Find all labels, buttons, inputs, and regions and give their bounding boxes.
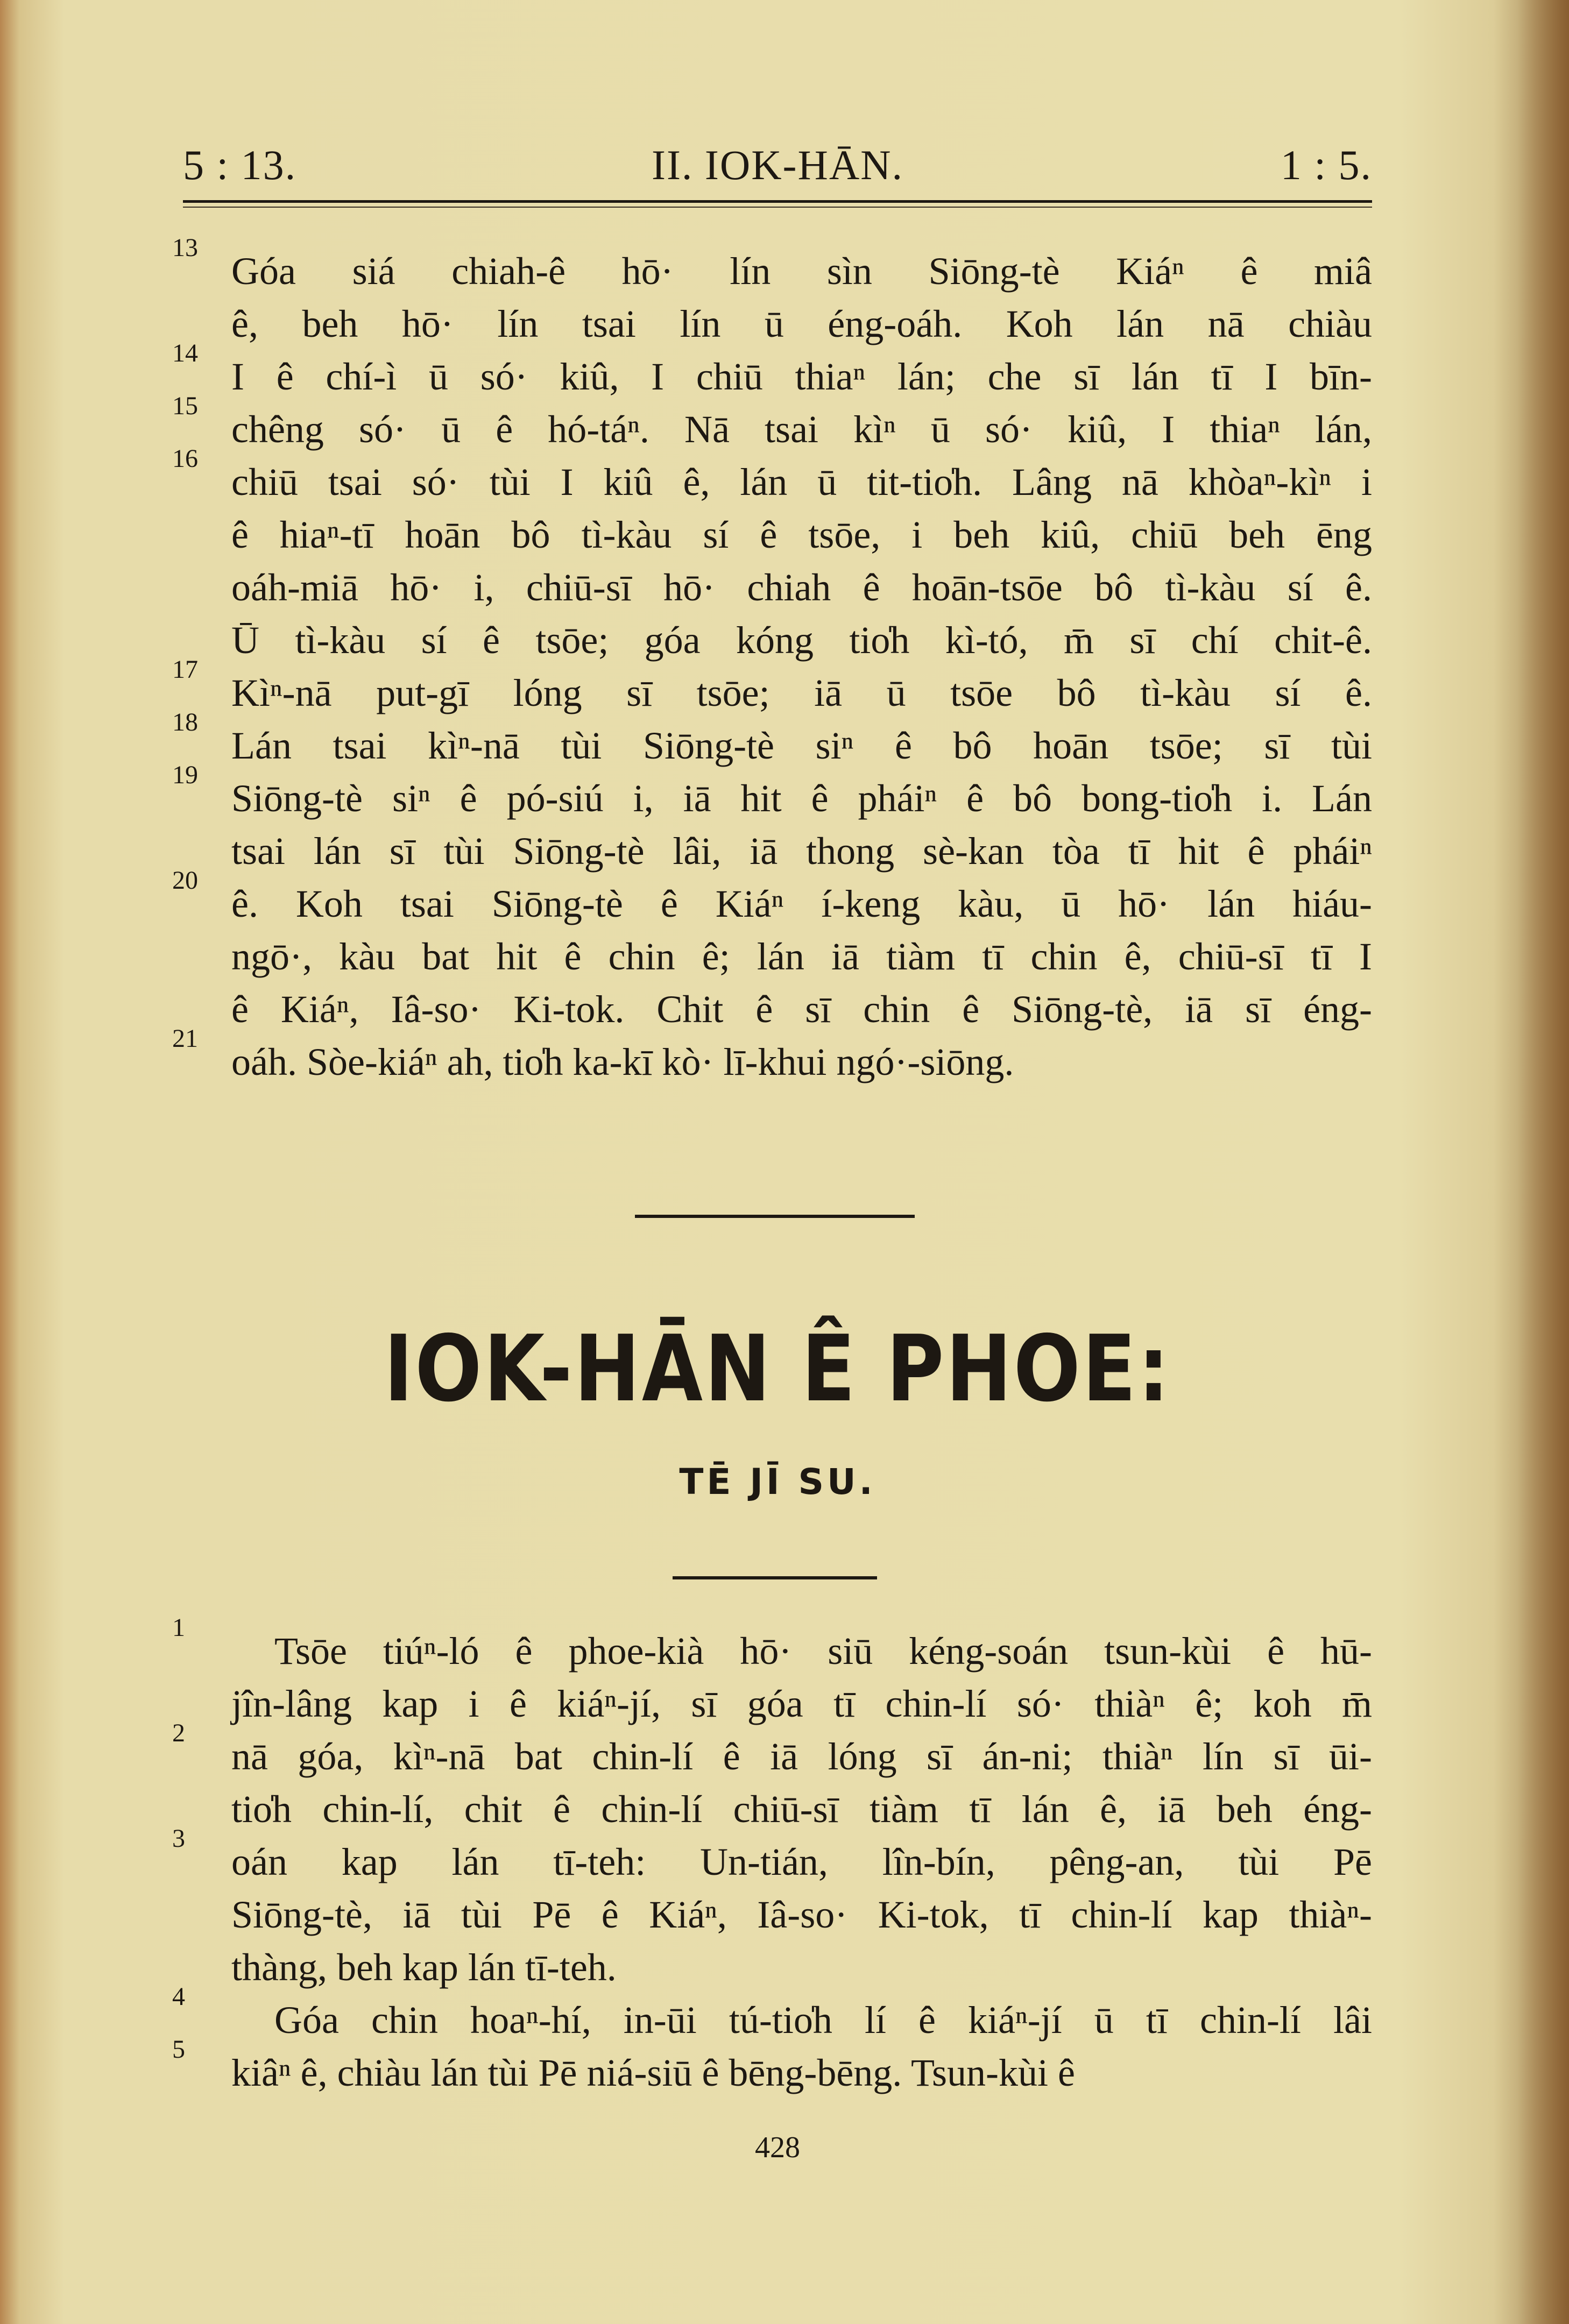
text-line — [172, 392, 1372, 456]
verse-number: 17 — [172, 655, 198, 684]
verse-text: chêng só· ū ê hó-táⁿ. Nā tsai kìⁿ ū só· kiû, I thiaⁿ lán, — [231, 408, 1372, 451]
section-title: IOK-HĀN Ê PHOE: — [384, 1316, 1171, 1422]
text-line — [183, 825, 1372, 877]
text-line — [172, 1613, 1372, 1677]
verse-number: 2 — [172, 1719, 185, 1747]
verse-number: 13 — [172, 233, 198, 262]
passage-top — [172, 233, 1372, 1088]
passage-bottom — [172, 1613, 1372, 2099]
verse-text: ê Kiáⁿ, Iâ-so· Ki-tok. Chit ê sī chin ê Siōng-tè, iā sī éng- — [231, 988, 1372, 1031]
page-number: 428 — [755, 2131, 800, 2164]
verse-text: Lán tsai kìⁿ-nā tùi Siōng-tè siⁿ ê bô hoān tsōe; sī tùi — [231, 724, 1372, 767]
running-head-book: II. IOK-HĀN. — [651, 141, 904, 188]
verse-number: 3 — [172, 1824, 185, 1853]
text-line — [172, 1719, 1372, 1783]
verse-text: Góa siá chiah-ê hō· lín sìn Siōng-tè Kiáⁿ ê miâ — [231, 250, 1372, 293]
text-line — [183, 508, 1372, 561]
verse-text: Siōng-tè, iā tùi Pē ê Kiáⁿ, Iâ-so· Ki-tok, tī chin-lí kap thiàⁿ- — [231, 1893, 1372, 1936]
text-line — [183, 1783, 1372, 1836]
verse-text: Tsōe tiúⁿ-ló ê phoe-kià hō· siū kéng-soán tsun-kùi ê hū- — [274, 1629, 1372, 1673]
text-line — [172, 233, 1372, 297]
verse-number: 20 — [172, 866, 198, 895]
text-line — [172, 655, 1372, 719]
verse-text: tsai lán sī tùi Siōng-tè lâi, iā thong sè-kan tòa tī hit ê pháiⁿ — [231, 830, 1372, 873]
section-subtitle: TĒ JĪ SU. — [679, 1461, 876, 1503]
verse-text: nā góa, kìⁿ-nā bat chin-lí ê iā lóng sī án-ni; thiàⁿ lín sī ūi- — [231, 1735, 1372, 1778]
verse-number: 19 — [172, 761, 198, 789]
verse-text: Ū tì-kàu sí ê tsōe; góa kóng tio̍h kì-tó, m̄ sī chí chit-ê. — [231, 619, 1372, 662]
text-line — [172, 866, 1372, 930]
verse-number: 21 — [172, 1024, 198, 1053]
verse-text: ê. Koh tsai Siōng-tè ê Kiáⁿ í-keng kàu, ū hō· lán hiáu- — [231, 882, 1372, 925]
verse-text: kiâⁿ ê, chiàu lán tùi Pē niá-siū ê bēng-bēng. Tsun-kùi ê — [231, 2051, 1075, 2094]
verse-text: tio̍h chin-lí, chit ê chin-lí chiū-sī tiàm tī lán ê, iā beh éng- — [231, 1788, 1372, 1831]
text-line — [183, 1677, 1372, 1730]
running-head-left-ref: 5 : 13. — [183, 141, 297, 188]
text-line — [172, 444, 1372, 508]
text-line — [183, 930, 1372, 983]
text-line — [172, 1024, 1372, 1088]
text-line — [172, 2035, 1372, 2099]
verse-text: ê hiaⁿ-tī hoān bô tì-kàu sí ê tsōe, i beh kiû, chiū beh ēng — [231, 513, 1372, 556]
verse-number: 4 — [172, 1982, 185, 2011]
text-line — [183, 297, 1372, 350]
running-head-right-ref: 1 : 5. — [1280, 141, 1372, 188]
text-line — [172, 1982, 1372, 2046]
text-line — [183, 1941, 1372, 1994]
text-line — [172, 339, 1372, 403]
verse-text: oáh-miā hō· i, chiū-sī hō· chiah ê hoān-tsōe bô tì-kàu sí ê. — [231, 566, 1372, 609]
header-rule — [183, 200, 1372, 203]
verse-number: 15 — [172, 392, 198, 420]
binding-gutter-shadow — [1494, 0, 1569, 2324]
header-rule-thin — [183, 207, 1372, 208]
verse-text: jîn-lâng kap i ê kiáⁿ-jí, sī góa tī chin-lí só· thiàⁿ ê; koh m̄ — [231, 1682, 1372, 1725]
verse-text: Siōng-tè siⁿ ê pó-siú i, iā hit ê pháiⁿ ê bô bong-tio̍h i. Lán — [231, 777, 1372, 820]
text-line — [172, 761, 1372, 825]
section-divider-top — [635, 1215, 915, 1218]
text-line — [172, 708, 1372, 772]
verse-number: 18 — [172, 708, 198, 736]
verse-text: oáh. Sòe-kiáⁿ ah, tio̍h ka-kī kò· lī-khui ngó·-siōng. — [231, 1040, 1014, 1083]
verse-text: ê, beh hō· lín tsai lín ū éng-oáh. Koh lán nā chiàu — [231, 302, 1372, 345]
verse-text: ngō·, kàu bat hit ê chin ê; lán iā tiàm tī chin ê, chiū-sī tī I — [231, 935, 1372, 978]
verse-text: chiū tsai só· tùi I kiû ê, lán ū tit-tio̍h. Lâng nā khòaⁿ-kìⁿ i — [231, 460, 1372, 504]
running-head — [183, 141, 1372, 200]
text-line — [183, 614, 1372, 667]
verse-number: 5 — [172, 2035, 185, 2064]
verse-number: 1 — [172, 1613, 185, 1642]
verse-text: oán kap lán tī-teh: Un-tián, lîn-bín, pêng-an, tùi Pē — [231, 1840, 1372, 1883]
verse-text: Góa chin hoaⁿ-hí, in-ūi tú-tio̍h lí ê kiáⁿ-jí ū tī chin-lí lâi — [274, 1999, 1372, 2042]
verse-text: thàng, beh kap lán tī-teh. — [231, 1946, 617, 1989]
text-line — [183, 1888, 1372, 1941]
verse-text: Kìⁿ-nā put-gī lóng sī tsōe; iā ū tsōe bô tì-kàu sí ê. — [231, 671, 1372, 714]
text-line — [172, 1824, 1372, 1888]
text-line — [183, 983, 1372, 1036]
section-divider-bottom — [673, 1576, 877, 1579]
verse-text: I ê chí-ì ū só· kiû, I chiū thiaⁿ lán; che sī lán tī I bīn- — [231, 355, 1372, 398]
text-line — [183, 561, 1372, 614]
verse-number: 14 — [172, 339, 198, 367]
verse-number: 16 — [172, 444, 198, 473]
